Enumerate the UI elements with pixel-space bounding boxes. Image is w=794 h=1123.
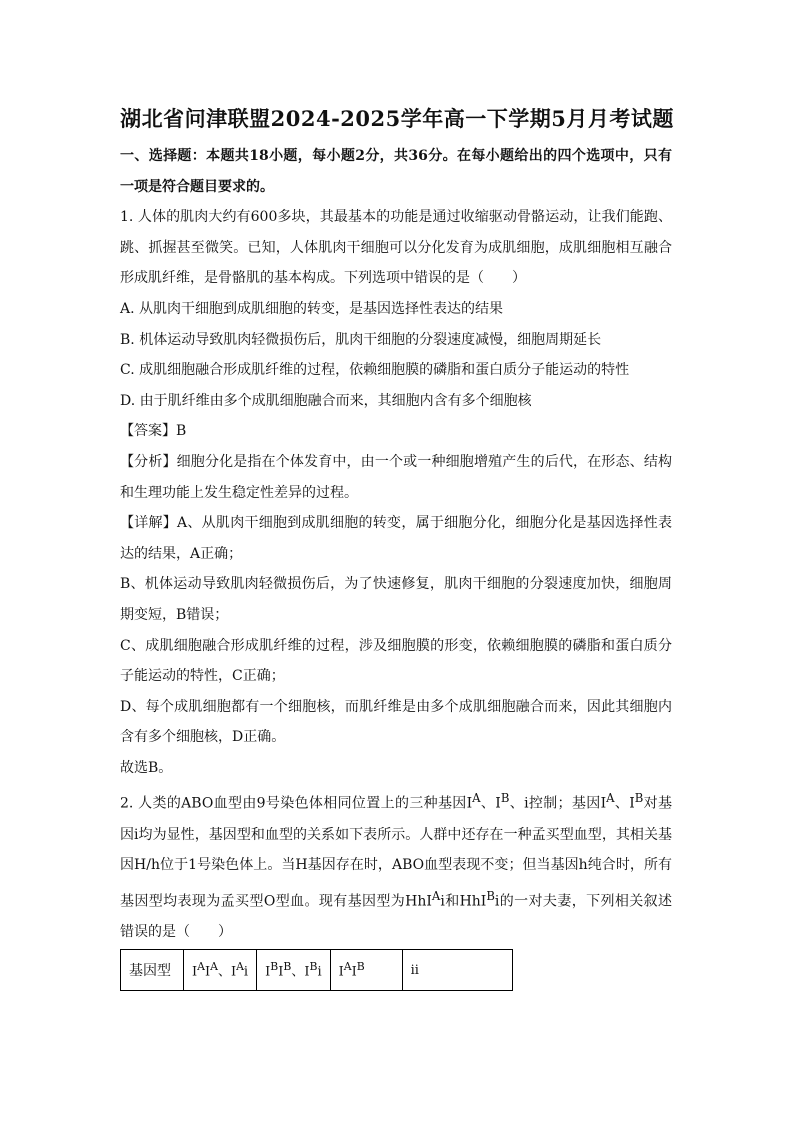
document-body (120, 141, 672, 948)
q1-analysis: 【分析】细胞分化是指在个体发育中，由一个或一种细胞增殖产生的后代，在形态、结构和生理功能上发生稳定性差异的过程。 (120, 453, 672, 501)
table-cell: $I^AI^A$、$I^Ai$ (184, 950, 257, 991)
q1-detail-a: 【详解】A、从肌肉干细胞到成肌细胞的转变，属于细胞分化，细胞分化是基因选择性表达的结果，A正确； (120, 515, 672, 562)
table-cell: $I^BI^B$、$I^Bi$ (257, 950, 331, 991)
q1-option-b: B. 机体运动导致肌肉轻微损伤后，肌肉干细胞的分裂速度减慢，细胞周期延长 (120, 331, 602, 348)
table-row (121, 950, 513, 991)
q1-option-d: D. 由于肌纤维由多个成肌细胞融合而来，其细胞内含有多个细胞核 (120, 392, 532, 409)
page-title: 湖北省问津联盟2024-2025学年高一下学期5月月考试题 (120, 106, 674, 131)
q1-option-c: C. 成肌细胞融合形成肌纤维的过程，依赖细胞膜的磷脂和蛋白质分子能运动的特性 (120, 362, 630, 379)
genotype-table (120, 949, 513, 991)
q1-conclusion: 故选B。 (120, 759, 173, 776)
section-header: 一、选择题：本题共18小题，每小题2分，共36分。在每小题给出的四个选项中，只有一项是符合题目要求的。 (120, 148, 672, 195)
q1-answer: 【答案】B (120, 423, 187, 440)
table-cell: $I^AI^B$ (330, 950, 402, 991)
q1-stem: 1. 人体的肌肉大约有600多块，其最基本的功能是通过收缩驱动骨骼运动，让我们能跑、跳、抓握甚至微笑。已知，人体肌肉干细胞可以分化发育为成肌细胞，成肌细胞相互融合形成肌纤维，是骨骼肌的基本构成。下列选项中错误的是（ ） (120, 209, 672, 287)
table-header-cell: 基因型 (121, 950, 184, 991)
q2-stem: 2. 人类的ABO血型由9号染色体相同位置上的三种基因$I^A$、$I^B$、i控制；基因$I^A$、$I^B$对基因i均为显性，基因型和血型的关系如下表所示。人群中还存在一种孟买型血型，其相关基因H/h位于1号染色体上。当H基因存在时，ABO血型表现不变；但当基因h纯合时，所有基因型均表现为孟买型O型血。现有基因型为HhI$^A$i和HhI$^B$i的一对夫妻，下列相关叙述错误的是（ ） (120, 791, 673, 941)
q1-detail-d: D、每个成肌细胞都有一个细胞核，而肌纤维是由多个成肌细胞融合而来，因此其细胞内含有多个细胞核，D正确。 (120, 698, 672, 746)
q1-detail-c: C、成肌细胞融合形成肌纤维的过程，涉及细胞膜的形变，依赖细胞膜的磷脂和蛋白质分子能运动的特性，C正确； (120, 637, 672, 685)
q1-option-a: A. 从肌肉干细胞到成肌细胞的转变，是基因选择性表达的结果 (120, 300, 504, 317)
q1-detail-b: B、机体运动导致肌肉轻微损伤后，为了快速修复，肌肉干细胞的分裂速度加快，细胞周期变短，B错误； (120, 576, 672, 623)
table-cell: ii (402, 950, 512, 991)
